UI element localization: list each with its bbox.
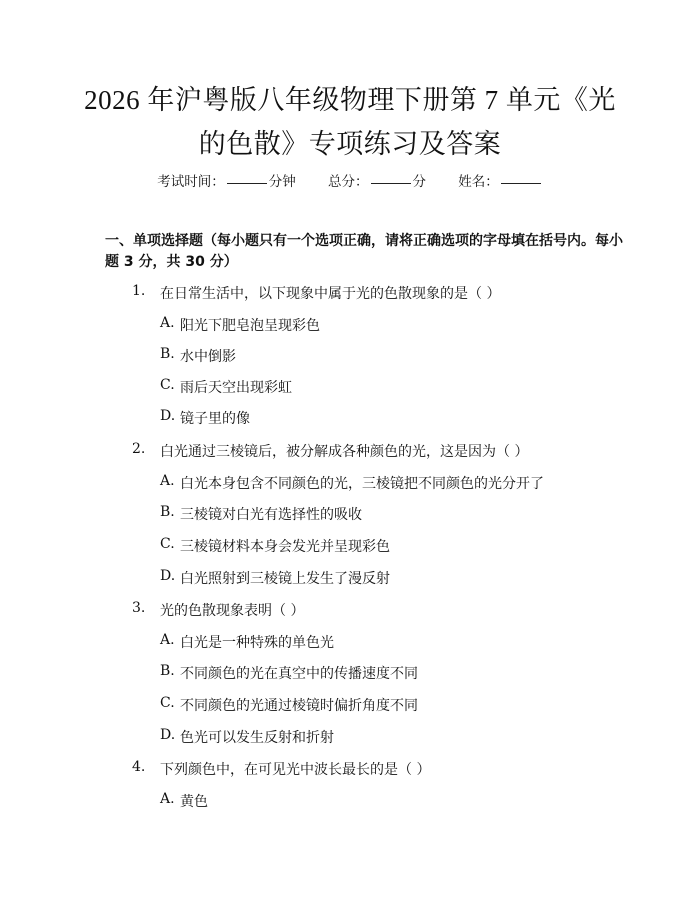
option-letter: C. — [160, 695, 175, 711]
question-number: 3. — [132, 600, 146, 616]
student-name-label: 姓名： — [458, 174, 499, 190]
option-text: 三棱镜对白光有选择性的吸收 — [180, 507, 362, 523]
total-score-label: 总分： — [328, 174, 369, 190]
option-text: 白光照射到三棱镜上发生了漫反射 — [180, 571, 390, 587]
option-text: 色光可以发生反射和折射 — [180, 730, 334, 746]
student-name-field — [458, 170, 543, 190]
option-text: 黄色 — [180, 794, 208, 810]
option-text: 三棱镜材料本身会发光并呈现彩色 — [180, 539, 390, 555]
option-letter: B. — [160, 504, 175, 520]
question-number: 1. — [132, 283, 146, 299]
exam-time-field — [157, 170, 296, 190]
option-text: 白光是一种特殊的单色光 — [180, 635, 334, 651]
option-letter: D. — [160, 408, 176, 424]
total-score-field — [328, 170, 426, 190]
option-letter: D. — [160, 568, 176, 584]
total-score-blank — [371, 183, 411, 184]
document-title — [70, 78, 630, 166]
option-letter: A. — [160, 632, 175, 648]
student-name-blank — [501, 183, 541, 184]
option-text: 水中倒影 — [180, 349, 236, 365]
question-number: 2. — [132, 441, 146, 457]
option-text: 雨后天空出现彩虹 — [180, 380, 292, 396]
question-text: 白光通过三棱镜后，被分解成各种颜色的光，这是因为（ ） — [160, 444, 529, 460]
option-letter: D. — [160, 727, 176, 743]
section-heading: 一、单项选择题（每小题只有一个选项正确，请将正确选项的字母填在括号内。每小题 3 分，共 30 分） — [105, 233, 623, 270]
option-letter: A. — [160, 791, 175, 807]
option-text: 不同颜色的光在真空中的传播速度不同 — [180, 666, 418, 682]
question-text: 下列颜色中，在可见光中波长最长的是（ ） — [160, 762, 431, 778]
title-line-2: 的色散》专项练习及答案 — [198, 129, 502, 159]
option-text: 白光本身包含不同颜色的光，三棱镜把不同颜色的光分开了 — [180, 476, 544, 492]
exam-time-label: 考试时间： — [157, 174, 225, 190]
option-letter: A. — [160, 473, 175, 489]
option-letter: C. — [160, 536, 175, 552]
option-text: 不同颜色的光通过棱镜时偏折角度不同 — [180, 698, 418, 714]
total-score-unit: 分 — [412, 174, 426, 190]
exam-info — [0, 170, 700, 190]
option-text: 镜子里的像 — [180, 411, 250, 427]
question-number: 4. — [132, 759, 146, 775]
exam-time-unit: 分钟 — [268, 174, 296, 190]
option-letter: B. — [160, 346, 175, 362]
option-letter: A. — [160, 315, 175, 331]
option-text: 阳光下肥皂泡呈现彩色 — [180, 318, 320, 334]
option-letter: B. — [160, 663, 175, 679]
question-text: 光的色散现象表明（ ） — [160, 603, 305, 619]
title-line-1: 2026 年沪粤版八年级物理下册第 7 单元《光 — [84, 85, 616, 115]
option-letter: C. — [160, 377, 175, 393]
exam-time-blank — [227, 183, 267, 184]
question-text: 在日常生活中，以下现象中属于光的色散现象的是（ ） — [160, 286, 501, 302]
